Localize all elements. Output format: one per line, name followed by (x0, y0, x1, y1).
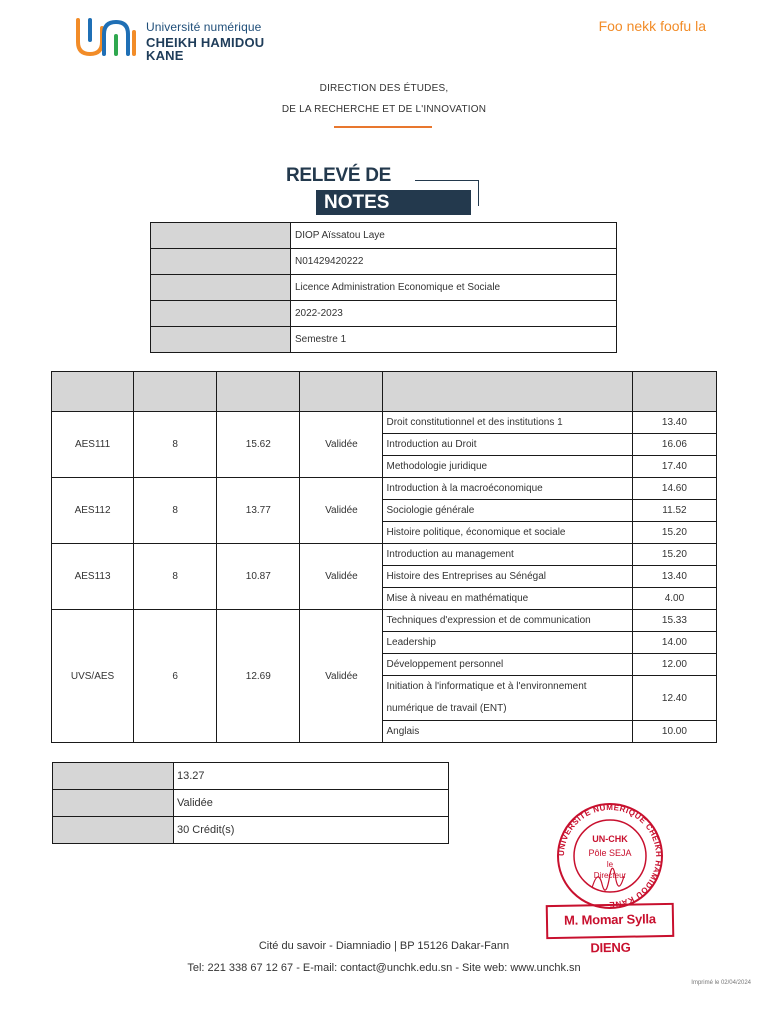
course-name: Introduction au Droit (383, 434, 632, 456)
stamp-inner-2: Pôle SEJA (588, 848, 632, 858)
academic-year: 2022-2023 (291, 301, 617, 327)
semester: Semestre 1 (291, 327, 617, 353)
direction-line-1: DIRECTION DES ÉTUDES, (319, 83, 449, 94)
course-grade: 11.52 (632, 500, 716, 522)
course-grade: 12.00 (632, 654, 716, 676)
header-cell (134, 372, 217, 412)
course-grade: 15.33 (632, 610, 716, 632)
title-decor-tick (478, 180, 479, 206)
course-grade: 15.20 (632, 544, 716, 566)
table-row (52, 610, 717, 632)
title-decor-line (415, 180, 479, 181)
title-line-2: NOTES (316, 190, 471, 215)
summary-average: 13.27 (174, 763, 449, 790)
stamp-inner-3: le (606, 860, 614, 869)
course-name: Methodologie juridique (383, 456, 632, 478)
motto: Foo nekk foofu la (598, 18, 706, 34)
summary-label-cell (53, 790, 174, 817)
table-row (52, 544, 717, 566)
table-row (52, 478, 717, 500)
unit-credits: 6 (134, 610, 217, 743)
course-name: Anglais (383, 721, 632, 743)
header-cell (632, 372, 716, 412)
course-grade: 14.60 (632, 478, 716, 500)
summary-label-cell (53, 817, 174, 844)
summary-row (53, 790, 449, 817)
summary-label-cell (53, 763, 174, 790)
unit-average: 12.69 (217, 610, 300, 743)
unit-credits: 8 (134, 478, 217, 544)
unit-credits: 8 (134, 412, 217, 478)
title-line-1: RELEVÉ DE (286, 165, 391, 186)
official-stamp (540, 800, 680, 956)
info-label-cell (151, 249, 291, 275)
orange-divider (334, 126, 432, 128)
course-grade: 13.40 (632, 566, 716, 588)
unit-credits: 8 (134, 544, 217, 610)
course-name: Histoire des Entreprises au Sénégal (383, 566, 632, 588)
student-info-row (151, 223, 617, 249)
university-logo (74, 14, 284, 63)
course-grade: 4.00 (632, 588, 716, 610)
header-cell (383, 372, 632, 412)
stamp-signatory-name: M. Momar Sylla DIENG (546, 903, 675, 939)
unit-average: 15.62 (217, 412, 300, 478)
course-name: Sociologie générale (383, 500, 632, 522)
info-label-cell (151, 327, 291, 353)
header-cell (52, 372, 134, 412)
direction-line-2: DE LA RECHERCHE ET DE L'INNOVATION (281, 104, 487, 115)
summary-row (53, 763, 449, 790)
course-name: Mise à niveau en mathématique (383, 588, 632, 610)
unit-code: UVS/AES (52, 610, 134, 743)
course-name: Développement personnel (383, 654, 632, 676)
info-label-cell (151, 275, 291, 301)
student-info-row (151, 301, 617, 327)
grades-header-row (52, 372, 717, 412)
stamp-ring-text: UNIVERSITE NUMERIQUE CHEIKH HAMIDOU KANE (556, 802, 664, 910)
unit-code: AES111 (52, 412, 134, 478)
course-name: Introduction à la macroéconomique (383, 478, 632, 500)
student-info-row (151, 327, 617, 353)
grades-table (51, 371, 717, 743)
course-name: Initiation à l'informatique et à l'environnement numérique de travail (ENT) (383, 676, 632, 721)
unit-status: Validée (300, 544, 383, 610)
unit-average: 10.87 (217, 544, 300, 610)
course-grade: 13.40 (632, 412, 716, 434)
student-id: N01429420222 (291, 249, 617, 275)
footer-address: Cité du savoir - Diamniadio | BP 15126 Dakar-Fann (258, 940, 510, 952)
course-name: Leadership (383, 632, 632, 654)
course-grade: 10.00 (632, 721, 716, 743)
stamp-inner-1: UN-CHK (592, 834, 628, 844)
summary-row (53, 817, 449, 844)
student-info-row (151, 249, 617, 275)
table-row (52, 412, 717, 434)
course-grade: 17.40 (632, 456, 716, 478)
logo-text-bottom: CHEIKH HAMIDOU KANE (146, 35, 265, 63)
course-name: Histoire politique, économique et sociale (383, 522, 632, 544)
program: Licence Administration Economique et Sociale (291, 275, 617, 301)
header-cell (300, 372, 383, 412)
footer-contact: Tel: 221 338 67 12 67 - E-mail: contact@unchk.edu.sn - Site web: www.unchk.sn (187, 962, 581, 974)
summary-table (52, 762, 449, 844)
unchk-logo-icon (74, 14, 140, 60)
student-info-row (151, 275, 617, 301)
info-label-cell (151, 301, 291, 327)
unit-status: Validée (300, 412, 383, 478)
header-cell (217, 372, 300, 412)
stamp-inner-4: Directeur (593, 871, 627, 880)
logo-text-top: Université numérique (146, 20, 262, 34)
summary-credits: 30 Crédit(s) (174, 817, 449, 844)
unit-code: AES113 (52, 544, 134, 610)
course-grade: 12.40 (632, 676, 716, 721)
course-grade: 16.06 (632, 434, 716, 456)
unit-code: AES112 (52, 478, 134, 544)
course-name: Introduction au management (383, 544, 632, 566)
info-label-cell (151, 223, 291, 249)
unit-status: Validée (300, 478, 383, 544)
course-grade: 15.20 (632, 522, 716, 544)
student-info-table (150, 222, 617, 353)
unit-average: 13.77 (217, 478, 300, 544)
stamp-seal-icon (540, 800, 680, 910)
course-name: Droit constitutionnel et des institutions 1 (383, 412, 632, 434)
unit-status: Validée (300, 610, 383, 743)
course-name: Techniques d'expression et de communication (383, 610, 632, 632)
student-name: DIOP Aïssatou Laye (291, 223, 617, 249)
course-grade: 14.00 (632, 632, 716, 654)
print-date: Imprimé le 02/04/2024 (691, 980, 751, 986)
summary-status: Validée (174, 790, 449, 817)
